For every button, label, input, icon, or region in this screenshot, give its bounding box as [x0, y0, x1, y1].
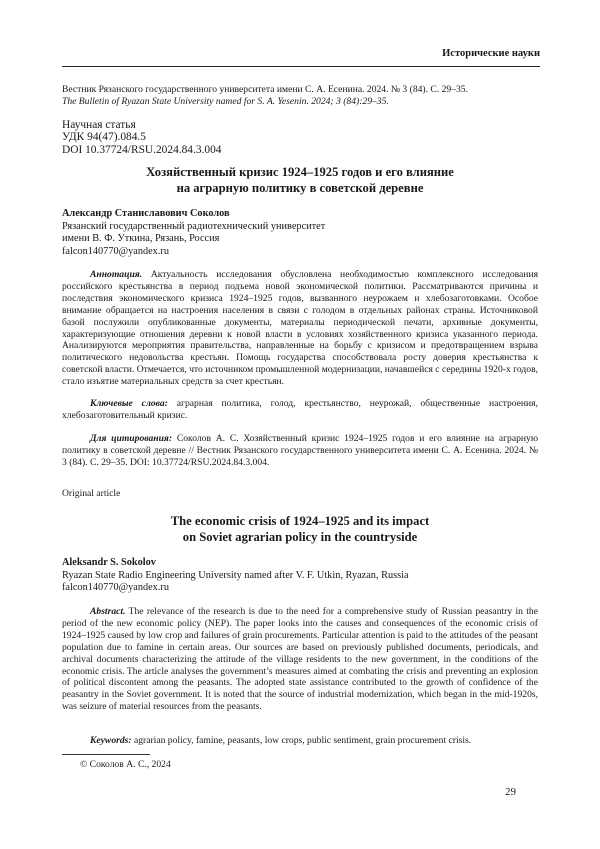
author-email-ru[interactable]: falcon140770@yandex.ru [62, 246, 169, 258]
author-block-ru [62, 208, 538, 259]
abstract-text-ru: Актуальность исследования обусловлена необходимостью комплексного исследования российского крестьянства в период подъема новой экономической политики. Рассматриваются причины и последствия экономического кризиса 1924–1925 годов, вызванного неурожаем и хлебозаготовками. Особое внимание обращается на настроения населения в связи с голодом в отдельных районах страны. Источниковой базой послужили опубликованные документы, материалы периодической печати, архивные документы, характеризующие отношения деревни к новой власти в условиях хозяйственного кризиса указанного периода. Анализируются мероприятия правительства, направленные на борьбу с кризисом и предотвращением взрыва политического недовольства крестьян. Помощь государства способствовала росту доверия крестьянства к советской власти. Отмечается, что источником промышленной модернизации, начавшейся с середины 1920-х годов, стало изъятие материальных средств за счет крестьян. [62, 269, 538, 388]
page-number: 29 [505, 786, 516, 798]
keywords-en [62, 735, 538, 747]
author-affiliation-en: Ryazan State Radio Engineering University named after V. F. Utkin, Ryazan, Russia [62, 569, 409, 581]
section-title: Исторические науки [442, 48, 540, 59]
article-type-en: Original article [62, 488, 121, 499]
keywords-text-en: agrarian policy, famine, peasants, low crops, public sentiment, grain procurement crisis. [133, 735, 472, 746]
author-affiliation-ru-2: имени В. Ф. Уткина, Рязань, Россия [62, 233, 220, 245]
running-header [62, 44, 540, 68]
keywords-label-en: Keywords: [90, 735, 132, 746]
udc-code: УДК 94(47).084.5 [62, 131, 146, 144]
author-name-ru: Александр Станиславович Соколов [62, 208, 230, 219]
abstract-en [62, 606, 538, 713]
citation-label-ru: Для цитирования: [90, 433, 173, 444]
citation-ru [62, 433, 538, 469]
abstract-label-en: Abstract. [90, 606, 126, 617]
journal-citation [62, 84, 538, 108]
author-email-en[interactable]: falcon140770@yandex.ru [62, 582, 169, 594]
copyright-note: © Соколов А. С., 2024 [80, 759, 171, 770]
header-divider [62, 66, 540, 67]
doi: DOI 10.37724/RSU.2024.84.3.004 [62, 143, 222, 156]
author-name-en: Aleksandr S. Sokolov [62, 557, 156, 568]
keywords-label-ru: Ключевые слова: [90, 398, 168, 409]
journal-line-en: The Bulletin of Ryazan State University named for S. A. Yesenin. 2024; 3 (84):29–35. [62, 95, 389, 107]
article-type: Научная статья [62, 119, 136, 131]
abstract-text-en: The relevance of the research is due to the need for a comprehensive study of Russian peasantry in the period of the new economic policy (NEP). The paper looks into the causes and consequences of the economic crisis of 1924–1925 caused by low crop and failures of grain procurements. Particular attention is paid to the attitudes of the peasant population due to famine in certain areas. Our sources are based on previously published documents, periodicals, and archival documents characterizing the attitude of the village residents to the new government, in the conditions of the economic crisis. The article analyses the government’s measures aimed at combating the crisis and preventing an explosion of political discontent among the peasants. The adopted state assistance contributed to the growth of confidence of the peasantry in the Soviet government. It is noted that the source of industrial modernization, which began in the mid-1920s, was seizure of material resources from the peasants. [62, 606, 538, 713]
keywords-ru [62, 398, 538, 422]
article-meta [62, 119, 538, 156]
journal-line-ru: Вестник Рязанского государственного университета имени С. А. Есенина. 2024. № 3 (84). С. 29–35. [62, 84, 468, 95]
author-block-en [62, 557, 538, 595]
title-ru-line1: Хозяйственный кризис 1924–1925 годов и его влияние [146, 165, 454, 179]
footnote-divider [62, 754, 150, 755]
article-title-en [62, 513, 538, 545]
title-ru-line2: на аграрную политику в советской деревне [176, 181, 424, 195]
title-en-line2: on Soviet agrarian policy in the countryside [182, 530, 418, 544]
title-en-line1: The economic crisis of 1924–1925 and its impact [170, 514, 430, 528]
citation-text-ru: Соколов А. С. Хозяйственный кризис 1924–1925 годов и его влияние на аграрную политику в советской деревне // Вестник Рязанского государственного университета имени С. А. Есенина. 2024. № 3 (84). С. 29–35. DOI: 10.37724/RSU.2024.84.3.004. [62, 433, 538, 468]
abstract-label-ru: Аннотация. [90, 269, 143, 280]
keywords-text-ru: аграрная политика, голод, крестьянство, неурожай, общественные настроения, хлебозаготовительный кризис. [62, 398, 538, 421]
article-title-ru [62, 164, 538, 196]
abstract-ru [62, 269, 538, 388]
author-affiliation-ru-1: Рязанский государственный радиотехнический университет [62, 220, 326, 232]
